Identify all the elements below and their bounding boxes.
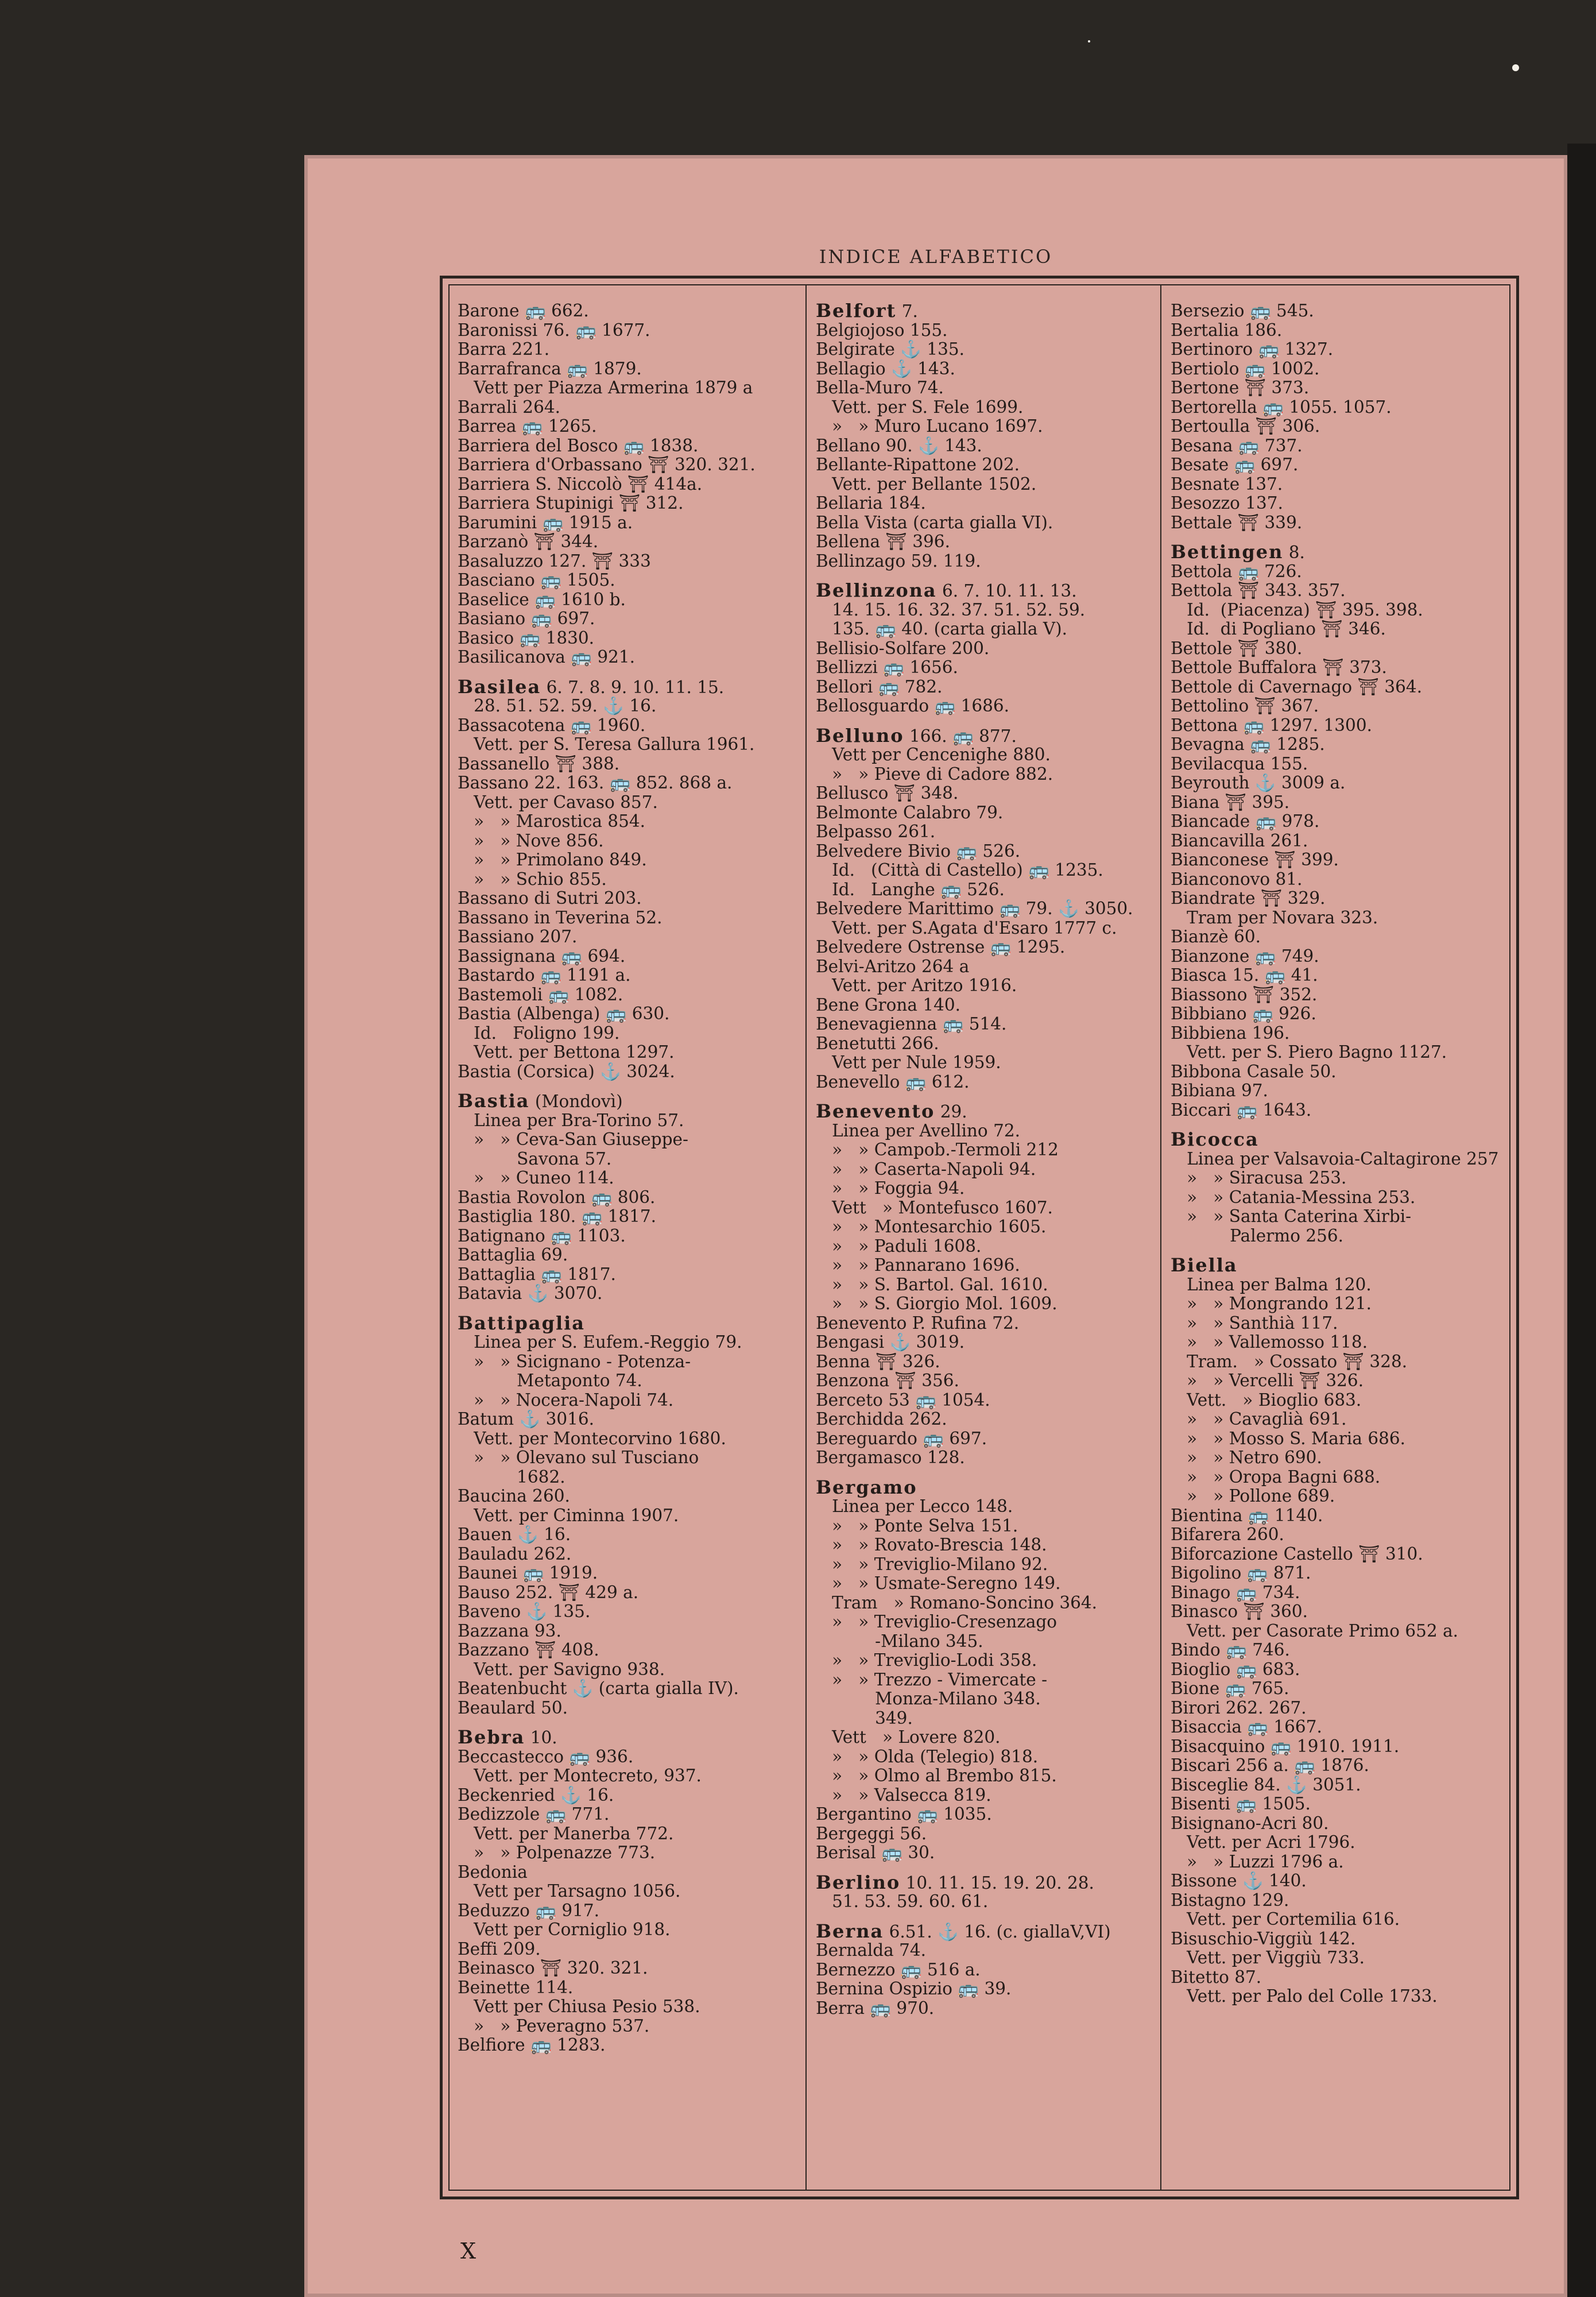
index-entry: Vett. per Bellante 1502. [816,474,1037,494]
index-entry: Bedizzole 🚌 771. [458,1804,610,1824]
index-entry: » » Treviglio-Lodi 358. [816,1650,1037,1670]
entry-heading: Belfort [816,301,897,322]
index-entry: Bellori 🚌 782. [816,676,943,697]
index-entry: » » Muro Lucano 1697. [816,416,1043,436]
index-entry: » » Luzzi 1796 a. [1171,1851,1344,1871]
book-page [304,155,1567,2297]
entry-heading: Bergamo [816,1476,917,1498]
entry-heading: Bebra [458,1726,525,1748]
index-entry: Barriera d'Orbassano ⛩ 320. 321. [458,455,756,474]
index-entry: Bauladu 262. [458,1544,572,1564]
index-entry: Bergamasco 128. [816,1448,965,1467]
index-entry: Vett per Chiusa Pesio 538. [458,1997,700,2016]
index-entry: » » Vercelli ⛩ 326. [1171,1371,1364,1390]
index-entry: » » Olevano sul Tusciano [458,1448,699,1467]
index-entry: Bisignano-Acri 80. [1171,1813,1329,1833]
index-entry: Bassignana 🚌 694. [458,946,626,966]
index-entry: Baunei 🚌 1919. [458,1563,598,1583]
index-entry: Linea per Avellino 72. [816,1120,1020,1140]
index-entry: Benzona ⛩ 356. [816,1371,959,1390]
index-entry: Barriera S. Niccolò ⛩ 414a. [458,474,703,494]
entry-heading: Belluno [816,724,904,747]
index-entry: Id. di Pogliano ⛩ 346. [1171,619,1386,639]
index-entry: Linea per Bra-Torino 57. [458,1110,684,1130]
index-entry: » » Santhià 117. [1171,1313,1338,1333]
index-entry: Bibiana 97. [1171,1081,1268,1100]
index-entry: Bellagio ⚓ 143. [816,358,955,378]
index-entry: Binasco ⛩ 360. [1171,1602,1308,1621]
index-entry: Bazzano ⛩ 408. [458,1640,599,1660]
index-entry: Linea per Lecco 148. [816,1496,1013,1516]
index-entry: » » Cuneo 114. [458,1168,614,1188]
index-entry: Id. Foligno 199. [458,1023,620,1043]
index-entry: Bedonia [458,1862,528,1882]
index-entry: Berchidda 262. [816,1409,947,1429]
index-entry: Vett. per Manerba 772. [458,1823,674,1843]
index-entry: Bientina 🚌 1140. [1171,1505,1323,1525]
index-entry: » » Peveragno 537. [458,2016,650,2036]
index-entry: » » Siracusa 253. [1171,1168,1347,1188]
index-entry: Vett. per S.Agata d'Esaro 1777 c. [816,918,1117,938]
index-entry [1171,1130,1515,1150]
index-entry: Biasca 15. 🚌 41. [1171,965,1318,985]
index-entry: Bianconese ⛩ 399. [1171,850,1339,869]
index-entry: Bellena ⛩ 396. [816,532,950,551]
index-entry: Belfiore 🚌 1283. [458,2035,606,2055]
index-entry: Bersezio 🚌 545. [1171,301,1314,320]
index-entry: Belmonte Calabro 79. [816,802,1004,822]
entry-heading: Bicocca [1171,1128,1259,1150]
index-entry: 14. 15. 16. 32. 37. 51. 52. 59. [816,600,1086,620]
index-entry: » » Mosso S. Maria 686. [1171,1428,1406,1448]
index-entry: 135. 🚌 40. (carta gialla V). [816,619,1068,639]
index-entry: 1682. [458,1467,565,1487]
index-entry: » » Marostica 854. [458,811,645,831]
index-entry: Bellisio-Solfare 200. [816,638,990,658]
index-entry: Palermo 256. [1171,1225,1344,1246]
index-entry: Bertalia 186. [1171,320,1283,340]
entry-heading: Bellinzona [816,579,937,601]
index-entry: Biancavilla 261. [1171,830,1308,850]
index-entry: Bertiolo 🚌 1002. [1171,358,1320,378]
index-entry: » » Sicignano - Potenza- [458,1351,691,1371]
index-entry: Batavia ⚓ 3070. [458,1283,603,1303]
index-entry: Belgiojoso 155. [816,320,948,340]
index-column-3 [1171,301,1515,2006]
index-entry: Belgirate ⚓ 135. [816,339,965,359]
index-entry: Bellizzi 🚌 1656. [816,658,958,677]
index-entry: Bastia Rovolon 🚌 806. [458,1187,656,1207]
index-entry: » » Rovato-Brescia 148. [816,1535,1047,1554]
index-entry: Linea per S. Eufem.-Reggio 79. [458,1332,742,1352]
index-entry: Bauso 252. ⛩ 429 a. [458,1582,639,1602]
index-entry: Monza-Milano 348. [816,1689,1041,1708]
index-entry: Biana ⛩ 395. [1171,792,1290,812]
index-entry: Bauen ⚓ 16. [458,1525,571,1544]
index-entry: Bisuschio-Viggiù 142. [1171,1928,1356,1948]
index-entry: Bereguardo 🚌 697. [816,1428,987,1448]
index-entry: Bibbona Casale 50. [1171,1061,1337,1081]
index-entry: Bigolino 🚌 871. [1171,1563,1311,1583]
index-entry: Besozzo 137. [1171,493,1283,513]
index-entry: » » Cavaglià 691. [1171,1409,1347,1429]
index-entry [816,1478,1160,1498]
index-entry: Berlino 10. 11. 15. 19. 20. 28. [816,1871,1094,1893]
index-entry: » » Trezzo - Vimercate - [816,1669,1048,1689]
index-entry: Vett » Montefusco 1607. [816,1197,1053,1217]
index-entry: Tram per Novara 323. [1171,907,1378,927]
index-entry: » » Nove 856. [458,830,604,850]
paper-fleck [1088,40,1090,42]
index-entry [1171,1256,1515,1275]
index-entry: Bisacquino 🚌 1910. 1911. [1171,1736,1400,1756]
index-entry: Bioglio 🚌 683. [1171,1659,1300,1679]
index-entry: Berna 6.51. ⚓ 16. (c. giallaV,VI) [816,1920,1111,1942]
index-entry: Beaulard 50. [458,1697,568,1718]
index-entry: » » S. Giorgio Mol. 1609. [816,1294,1057,1313]
index-entry: Bertone ⛩ 373. [1171,378,1310,397]
entry-heading: Basilea [458,675,541,698]
index-entry: Vett. per Casorate Primo 652 a. [1171,1621,1459,1641]
index-entry: Besate 🚌 697. [1171,455,1299,474]
index-entry: Vett. per Cavaso 857. [458,792,658,812]
index-entry: Bergantino 🚌 1035. [816,1804,992,1824]
index-entry: Vett. per Acri 1796. [1171,1832,1355,1852]
index-entry: » » Santa Caterina Xirbi- [1171,1206,1412,1226]
index-entry: Vett. per S. Teresa Gallura 1961. [458,734,755,754]
index-entry: Barrafranca 🚌 1879. [458,358,642,378]
index-entry: Barzanò ⛩ 344. [458,532,599,551]
index-entry: Basilea 6. 7. 8. 9. 10. 11. 15. [458,675,725,698]
index-entry: Benevento 29. [816,1100,967,1122]
index-entry: Belpasso 261. [816,822,936,841]
index-entry: Bettole di Cavernago ⛩ 364. [1171,676,1423,697]
entry-heading: Biella [1171,1254,1238,1276]
index-entry: » » Pollone 689. [1171,1486,1335,1506]
index-entry: Biforcazione Castello ⛩ 310. [1171,1544,1423,1564]
index-entry: Barra 221. [458,339,550,359]
index-entry: Baveno ⚓ 135. [458,1602,591,1621]
index-entry: Vett » Lovere 820. [816,1727,1001,1747]
index-column-2 [816,301,1160,2018]
index-entry: Besana 🚌 737. [1171,435,1303,455]
index-entry: Belvedere Marittimo 🚌 79. ⚓ 3050. [816,899,1133,918]
index-entry: Bernina Ospizio 🚌 39. [816,1979,1012,1998]
index-entry: Belluno 166. 🚌 877. [816,724,1017,747]
index-entry: » » Schio 855. [458,869,607,889]
index-entry: Bettolino ⛩ 367. [1171,696,1319,716]
index-entry: Bastemoli 🚌 1082. [458,984,623,1004]
paper-fleck [1512,64,1519,71]
index-entry: Bellinzona 6. 7. 10. 11. 13. [816,579,1077,601]
index-entry: Barrea 🚌 1265. [458,416,597,436]
index-entry: Benna ⛩ 326. [816,1351,940,1371]
index-entry: Basico 🚌 1830. [458,628,595,648]
index-entry: » » Usmate-Seregno 149. [816,1573,1061,1593]
index-entry: Bellosguardo 🚌 1686. [816,696,1010,716]
index-entry: Berisal 🚌 30. [816,1843,935,1862]
index-column-1 [458,301,802,2055]
index-entry: Biscari 256 a. 🚌 1876. [1171,1755,1369,1775]
index-entry: Berra 🚌 970. [816,1998,935,2018]
index-entry: » » S. Bartol. Gal. 1610. [816,1274,1048,1294]
page-folio: X [460,2238,477,2264]
index-entry: » » Netro 690. [1171,1448,1322,1467]
index-entry: Benevagienna 🚌 514. [816,1014,1007,1034]
index-entry: -Milano 345. [816,1631,983,1651]
index-entry: Vett. per Montecorvino 1680. [458,1428,726,1448]
index-entry: Barriera del Bosco 🚌 1838. [458,435,699,455]
index-entry: » » Treviglio-Milano 92. [816,1554,1048,1574]
index-entry: Bellaria 184. [816,493,926,513]
index-entry: » » Treviglio-Cresenzago [816,1612,1057,1631]
index-entry: Vett per Nule 1959. [816,1053,1001,1072]
index-entry: Baronissi 76. 🚌 1677. [458,320,650,340]
column-rule [1160,285,1161,2190]
index-entry: Birori 262. 267. [1171,1697,1307,1718]
index-entry: » » Montesarchio 1605. [816,1217,1047,1236]
index-entry: Benetutti 266. [816,1033,939,1053]
index-entry: Vett. » Bioglio 683. [1171,1390,1362,1410]
index-entry: Belvedere Bivio 🚌 526. [816,841,1021,861]
index-entry: » » Ceva-San Giuseppe- [458,1130,688,1149]
index-entry: Vett per Corniglio 918. [458,1920,671,1939]
index-entry: Bione 🚌 765. [1171,1679,1289,1698]
index-entry: » » Foggia 94. [816,1178,965,1198]
index-entry: Barrali 264. [458,397,560,417]
index-entry: Tram. » Cossato ⛩ 328. [1171,1351,1408,1371]
index-entry: » » Ponte Selva 151. [816,1515,1018,1536]
index-entry: Bettole Buffalora ⛩ 373. [1171,658,1387,677]
index-entry: Vett. per S. Piero Bagno 1127. [1171,1042,1447,1062]
index-entry: Id. (Piacenza) ⛩ 395. 398. [1171,600,1423,620]
index-entry: Bindo 🚌 746. [1171,1640,1290,1660]
index-entry: Vett. per Savigno 938. [458,1659,665,1679]
index-entry: Bianzone 🚌 749. [1171,946,1319,966]
index-entry: Vett. per Montecreto, 937. [458,1766,702,1785]
index-entry: Baselice 🚌 1610 b. [458,589,626,609]
index-entry: Beduzzo 🚌 917. [458,1900,600,1920]
index-entry: Linea per Valsavoia-Caltagirone 257 [1171,1148,1499,1169]
index-entry: Vett per Tarsagno 1056. [458,1881,681,1901]
index-entry: Berceto 53 🚌 1054. [816,1390,990,1410]
index-entry: Bastardo 🚌 1191 a. [458,965,631,985]
index-entry: Bettola ⛩ 343. 357. [1171,581,1346,600]
index-entry: Bissone ⚓ 140. [1171,1871,1307,1890]
index-entry: 28. 51. 52. 59. ⚓ 16. [458,696,657,716]
index-entry: Binago 🚌 734. [1171,1582,1300,1602]
index-entry: Vett. per Aritzo 1916. [816,976,1017,995]
index-entry: » » Valsecca 819. [816,1785,991,1805]
index-entry: Beckenried ⚓ 16. [458,1785,614,1805]
index-entry: Metaponto 74. [458,1371,642,1390]
index-entry: Savona 57. [458,1148,612,1169]
index-entry: Bisenti 🚌 1505. [1171,1794,1311,1813]
index-entry: Bella-Muro 74. [816,378,944,397]
index-entry: 349. [816,1708,913,1728]
index-entry: Vett per Piazza Armerina 1879 a [458,378,753,397]
index-entry: Bertoulla ⛩ 306. [1171,416,1320,436]
index-entry: Bibbiena 196. [1171,1023,1290,1043]
index-entry: Linea per Balma 120. [1171,1274,1372,1294]
index-entry: Bettale ⛩ 339. [1171,512,1303,532]
index-entry: Bertinoro 🚌 1327. [1171,339,1334,359]
entry-heading: Bettingen [1171,541,1284,563]
index-entry: Bellante-Ripattone 202. [816,455,1020,474]
index-entry: » » Pieve di Cadore 882. [816,764,1053,784]
index-entry: » » Mongrando 121. [1171,1294,1372,1313]
index-entry: Bazzana 93. [458,1621,561,1641]
book-spine [1567,144,1596,2297]
index-entry: Battaglia 69. [458,1245,568,1264]
index-entry: Bianconovo 81. [1171,869,1303,889]
index-entry: Bengasi ⚓ 3019. [816,1332,965,1352]
page-header: INDICE ALFABETICO [819,246,1053,268]
index-entry: Vett. per Viggiù 733. [1171,1948,1365,1967]
index-entry: Biancade 🚌 978. [1171,811,1320,831]
entry-heading: Battipaglia [458,1312,586,1334]
index-entry: Vett. per S. Fele 1699. [816,397,1024,417]
index-entry: Belvi-Aritzo 264 a [816,956,970,976]
index-entry: Bevilacqua 155. [1171,753,1308,774]
index-entry: Beccastecco 🚌 936. [458,1746,634,1766]
index-entry: Bebra 10. [458,1726,557,1748]
index-entry: » » Olda (Telegio) 818. [816,1746,1039,1766]
index-entry: 51. 53. 59. 60. 61. [816,1892,989,1911]
index-entry: Bastia (Mondovì) [458,1090,623,1112]
index-entry: Bisaccia 🚌 1667. [1171,1717,1322,1737]
index-entry: Benevento P. Rufina 72. [816,1313,1020,1333]
index-entry: Tram » Romano-Soncino 364. [816,1592,1098,1612]
index-entry: Bergeggi 56. [816,1823,927,1843]
index-entry: Beyrouth ⚓ 3009 a. [1171,773,1346,792]
entry-heading: Bastia [458,1090,530,1112]
index-entry: Id. Langhe 🚌 526. [816,879,1005,899]
index-entry: Bellusco ⛩ 348. [816,783,959,803]
index-entry: Biassono ⛩ 352. [1171,984,1318,1004]
index-entry: Barone 🚌 662. [458,301,589,320]
index-entry: Bibbiano 🚌 926. [1171,1004,1316,1023]
index-entry: Beinasco ⛩ 320. 321. [458,1958,648,1978]
index-entry: Battaglia 🚌 1817. [458,1264,616,1284]
index-entry: Bisceglie 84. ⚓ 3051. [1171,1774,1361,1795]
index-entry: » » Paduli 1608. [816,1236,982,1256]
index-entry: Beatenbucht ⚓ (carta gialla IV). [458,1679,739,1698]
index-entry: Biccari 🚌 1643. [1171,1100,1312,1120]
index-entry: Bassacotena 🚌 1960. [458,715,646,735]
index-entry: Bettingen 8. [1171,541,1305,563]
index-entry: Bassano in Teverina 52. [458,907,663,927]
entry-heading: Berlino [816,1871,901,1893]
index-entry: Baucina 260. [458,1486,570,1506]
index-entry: » » Vallemosso 118. [1171,1332,1368,1352]
index-entry: Barriera Stupinigi ⛩ 312. [458,493,684,513]
index-entry: Bastiglia 180. 🚌 1817. [458,1206,657,1226]
index-entry: Belvedere Ostrense 🚌 1295. [816,937,1066,957]
index-entry: » » Campob.-Termoli 212 [816,1140,1059,1159]
index-entry: Bifarera 260. [1171,1525,1284,1544]
index-entry: Vett. per Ciminna 1907. [458,1505,679,1525]
index-entry: Belfort 7. [816,301,1160,321]
index-entry: Beinette 114. [458,1977,574,1997]
entry-heading: Benevento [816,1100,935,1122]
index-entry: Beffi 209. [458,1939,541,1959]
index-entry: Bassano di Sutri 203. [458,888,642,908]
index-entry: » » Nocera-Napoli 74. [458,1390,674,1410]
index-entry: » » Pannarano 1696. [816,1255,1020,1275]
index-entry: Bassanello ⛩ 388. [458,753,620,774]
index-entry: Batignano 🚌 1103. [458,1225,626,1246]
index-entry: Basciano 🚌 1505. [458,570,615,590]
index-entry: » » Oropa Bagni 688. [1171,1467,1381,1487]
index-entry: Basilicanova 🚌 921. [458,647,636,667]
index-entry: » » Caserta-Napoli 94. [816,1159,1036,1179]
index-entry: Bernalda 74. [816,1940,927,1960]
index-entry: » » Polpenazze 773. [458,1843,656,1862]
index-entry: Bianzè 60. [1171,927,1261,946]
index-entry: Bertorella 🚌 1055. 1057. [1171,397,1392,417]
index-entry: Vett. per Palo del Colle 1733. [1171,1986,1438,2006]
index-entry: » » Olmo al Brembo 815. [816,1766,1057,1785]
index-entry: Bellinzago 59. 119. [816,551,981,571]
index-entry: Bene Grona 140. [816,995,961,1015]
index-entry: Basaluzzo 127. ⛩ 333 [458,551,651,571]
index-entry: Bella Vista (carta gialla VI). [816,512,1053,532]
index-entry: Bastia (Albenga) 🚌 630. [458,1004,670,1023]
index-entry: Bettola 🚌 726. [1171,561,1302,581]
index-entry: » » Primolano 849. [458,850,647,869]
index-entry: Basiano 🚌 697. [458,609,595,628]
index-entry: Bistagno 129. [1171,1890,1289,1910]
index-entry: Bassano 22. 163. 🚌 852. 868 a. [458,773,733,792]
index-entry: Vett. per Cortemilia 616. [1171,1909,1400,1929]
column-rule [805,285,807,2190]
index-entry [458,1314,802,1333]
index-entry: Barumini 🚌 1915 a. [458,512,633,532]
index-frame [440,276,1519,2199]
index-entry: Benevello 🚌 612. [816,1072,970,1092]
index-entry: Id. (Città di Castello) 🚌 1235. [816,860,1103,880]
index-entry: Bitetto 87. [1171,1967,1262,1987]
index-entry: Bettole ⛩ 380. [1171,638,1303,658]
index-entry: Bastia (Corsica) ⚓ 3024. [458,1061,675,1081]
index-entry: Besnate 137. [1171,474,1283,494]
index-entry: Bettona 🚌 1297. 1300. [1171,715,1372,735]
index-entry: Bellano 90. ⚓ 143. [816,435,982,455]
entry-heading: Berna [816,1920,884,1942]
index-entry: Vett. per Bettona 1297. [458,1042,675,1062]
index-entry: » » Catania-Messina 253. [1171,1187,1416,1207]
index-entry: Bernezzo 🚌 516 a. [816,1959,981,1979]
index-entry: Bevagna 🚌 1285. [1171,734,1325,754]
index-entry: Bassiano 207. [458,927,578,946]
index-entry: Biandrate ⛩ 329. [1171,888,1326,908]
index-entry: Vett per Cencenighe 880. [816,745,1051,764]
index-entry: Batum ⚓ 3016. [458,1409,595,1429]
